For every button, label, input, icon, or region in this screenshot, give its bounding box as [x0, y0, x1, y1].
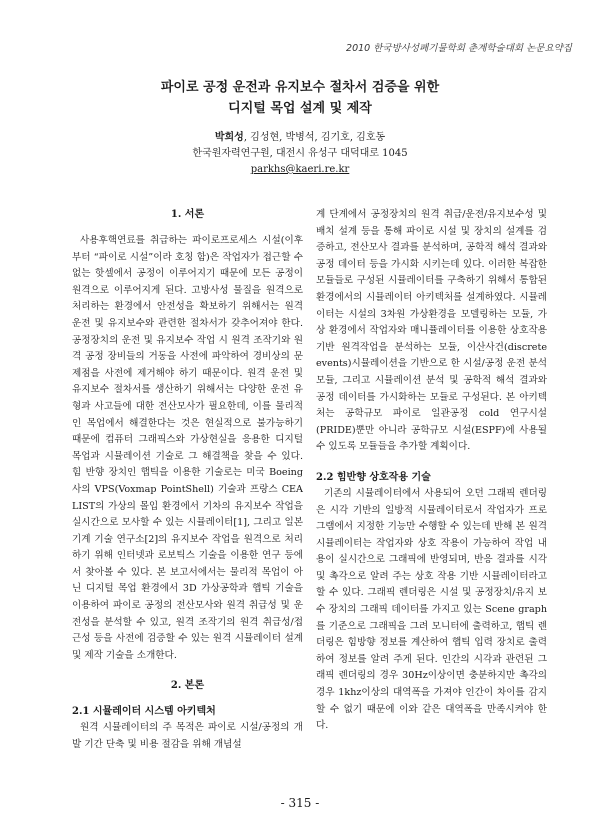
right-column: [316, 207, 547, 735]
paper-title: [0, 77, 600, 119]
left-column: [72, 207, 303, 754]
subsection-2-1-heading: 2.1 시뮬레이터 시스템 아키텍처: [72, 706, 216, 718]
email-line: [0, 162, 600, 178]
author-list: [0, 130, 600, 146]
conference-header: 2010 한국방사성폐기물학회 춘계학술대회 논문요약집: [346, 43, 572, 54]
section-2-heading: 2. 본론: [170, 680, 205, 692]
subsection-2-1-paragraph-start: 원격 시뮬레이터의 주 목적은 파이로 시설/공정의 개발 기간 단축 및 비용 절감을 위해 개념설: [72, 722, 303, 751]
page-number: - 315 -: [280, 796, 320, 810]
subsection-2-2-paragraph: 기존의 시뮬레이터에서 사용되어 오던 그래픽 렌더링은 시각 기반의 일방적 시뮬레이터로서 작업자가 프로그램에서 지정한 기능만 수행할 수 있는데 반해 본 원격 시뮬레이터는 작업자와 상호 작용이 가능하여 작업 내용이 실시간으로 그래픽에 반영되며, 반응 결과를 시각 및 촉각으로 알려 주는 상호 작용 기반 시뮬레이터라고 할 수 있다. 그래픽 렌더링은 시설 및 공정장치/유지 보수 장치의 그래픽 데이터를 가지고 있는 Scene graph를 기준으로 그래픽을 그려 모니터에 출력하고, 햅틱 렌더링은 힘방향 정보를 계산하여 햅틱 입력 장치로 출력하여 정보를 알려 주게 된다. 인간의 시각과 관련된 그래픽 렌더링의 경우 30Hz이상이면 충분하지만 촉각의 경우 1khz이상의 대역폭을 가져야 인간이 차이를 감지 할 수 없기 때문에 이와 같은 대역폭을 만족시켜야 한다.: [316, 487, 547, 732]
title-line-1: 파이로 공정 운전과 유지보수 절차서 검증을 위한: [160, 80, 440, 95]
author-email[interactable]: parkhs@kaeri.re.kr: [250, 164, 350, 175]
subsection-2-2-heading: 2.2 힘반향 상호작용 기술: [316, 471, 431, 483]
introduction-paragraph: 사용후핵연료를 취급하는 파이로프로세스 시설(이후부터 “파이로 시설”이라 호칭 함)은 작업자가 접근할 수 없는 핫셀에서 공정이 이루어지기 때문에 모든 공정이 원격으로 이루어지게 된다. 고방사성 물질을 원격으로 처리하는 환경에서 안전성을 확보하기 위해서는 원격 운전 및 유지보수와 관련한 절차서가 갖추어져야 한다. 공정장치의 운전 및 유지보수 작업 시 원격 조작기와 원격 공정 장비들의 거동을 사전에 파악하여 경비상의 문제점을 사전에 제거해야 하기 때문이다. 원격 운전 및 유지보수 절차서를 생산하기 위해서는 다양한 운전 유형과 사고들에 대한 전산모사가 필요한데, 이를 물리적인 목업에서 해결한다는 것은 현실적으로 불가능하기 때문에 컴퓨터 그래픽스와 가상현실을 응용한 디지털 목업과 시뮬레이션 기술로 그 해결책을 찾을 수 있다. 힘 반향 장치인 햅틱을 이용한 기술로는 미국 Boeing 사의 VPS(Voxmap PointShell) 기술과 프랑스 CEA LIST의 가상의 몰입 환경에서 기차의 유지보수 작업을 실시간으로 모사할 수 있는 시뮬레이터[1], 그리고 일본 기계 기술 연구소[2]의 유지보수 작업을 원격으로 처리하기 위해 인터넷과 로보틱스 기술을 이용한 연구 등에서 찾아볼 수 있다. 본 보고서에서는 물리적 목업이 아닌 디지털 목업 환경에서 3D 가상공학과 햅틱 기술을 이용하여 파이로 공정의 전산모사와 원격 취급성 및 운전성을 분석할 수 있고, 원격 조작기의 원격 취급성/접근성 등을 사전에 검증할 수 있는 원격 시뮬레이터 설계 및 제작 기술을 소개한다.: [72, 235, 303, 661]
title-line-2: 디지털 목업 설계 및 제작: [228, 101, 372, 116]
co-authors: , 김성현, 박병석, 김기호, 김호동: [243, 132, 386, 143]
lead-author: 박희성: [214, 132, 244, 143]
section-1-heading: 1. 서론: [170, 209, 205, 220]
affiliation: 한국원자력연구원, 대전시 유성구 대덕대로 1045: [192, 148, 408, 159]
subsection-2-1-paragraph-continued: 계 단계에서 공정장치의 원격 취급/운전/유지보수성 및 배치 설계 등을 통해 파이로 시설 및 장치의 설계를 검증하고, 전산모사 결과를 분석하며, 공학적 해석 결과와 공정 데이터 등을 가시화 시키는데 있다. 이러한 복잡한 모듈들로 구성된 시뮬레이터를 구축하기 위해서 통합된 환경에서의 시뮬레이터 아키텍처를 설계하였다. 시뮬레이터는 시설의 3차원 가상환경을 모델링하는 모듈, 가상 환경에서 작업자와 매니퓰레이터를 이용한 상호작용 기반 원격작업을 분석하는 모듈, 이산사건(discrete events)시뮬레이션을 기반으로 한 시설/공정 운전 분석 모듈, 그리고 시뮬레이션 분석 및 공학적 해석 결과와 공정 데이터를 가시화하는 모듈로 구성된다. 본 아키텍처는 공학규모 파이로 일관공정 cold 연구시설(PRIDE)뿐만 아니라 공학규모 시설(ESPF)에 사용될 수 있도록 모듈들을 추가할 계획이다.: [316, 209, 547, 453]
